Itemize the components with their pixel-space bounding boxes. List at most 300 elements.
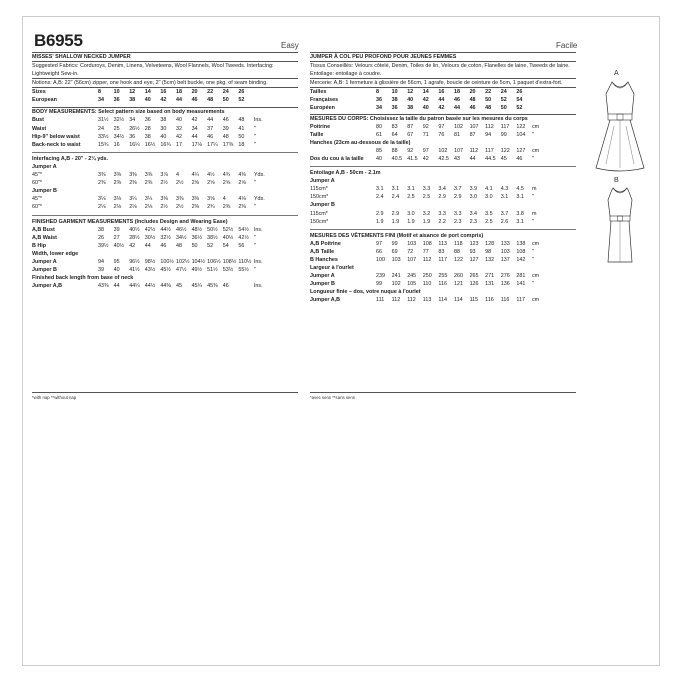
table-cell: 39 (222, 125, 229, 132)
table-cell: 107 (407, 256, 417, 263)
row-label: B Hanches (310, 256, 338, 263)
table-cell: 42.5 (438, 155, 449, 162)
table-cell: 2.9 (453, 194, 462, 201)
size-cell: 38 (129, 97, 136, 104)
table-cell: 44½ (160, 226, 171, 233)
table-cell: 3¼ (144, 196, 153, 203)
width-lower-edge-fr: Largeur à l'ourlet (310, 264, 354, 271)
table-cell: 17¼ (207, 141, 218, 148)
table-cell: 46½ (175, 226, 187, 233)
size-cell: 44 (175, 97, 182, 104)
table-cell: 117 (485, 147, 494, 154)
table-cell: 49½ (191, 266, 203, 273)
table-cell: 87 (407, 123, 414, 130)
table-cell: 107 (469, 123, 479, 130)
row-label: 150cm* (310, 194, 329, 201)
garment-title: MISSES' SHALLOW NECKED JUMPER (32, 54, 131, 60)
table-cell: 241 (391, 273, 401, 280)
suggested-fabrics: Suggested Fabrics: Corduroys, Denim, Linens, Velveteens, Wool Flannels, Wool Tweeds. Interfacing: Lightweight Sew-in. (32, 63, 274, 78)
width-table-fr (310, 272, 576, 288)
size-cell: 40 (407, 97, 414, 104)
table-cell: 3⅞ (160, 172, 168, 179)
unit-cell: cm (531, 273, 540, 280)
table-cell: 3.5 (485, 210, 493, 217)
body-measurements-title-fr: MESURES DU CORPS: Choisissez la taille du patron basée sur les mesures du corps (310, 115, 528, 122)
table-cell: 39 (113, 226, 120, 233)
sketch-label-a: A (614, 70, 619, 77)
table-cell: 4⅜ (238, 172, 246, 179)
table-cell: 3.1 (376, 186, 384, 193)
table-cell: 2⅛ (113, 204, 122, 211)
table-row (310, 296, 576, 304)
size-cell: 44 (438, 97, 445, 104)
row-label: B Hip (32, 242, 47, 249)
table-cell: 141 (516, 281, 526, 288)
table-cell: 250 (422, 273, 432, 280)
table-row (310, 218, 576, 226)
table-row (32, 195, 298, 203)
table-cell: 18 (238, 141, 245, 148)
table-cell: 95 (113, 258, 120, 265)
table-cell: 2.9 (438, 194, 446, 201)
table-cell: 265 (469, 273, 479, 280)
table-cell: 98½ (144, 258, 156, 265)
row-label: Back-neck to waist (32, 141, 81, 148)
table-cell: 44 (191, 133, 198, 140)
unit-cell: " (531, 281, 534, 288)
size-cell: 42 (438, 105, 445, 112)
table-cell: 100½ (160, 258, 174, 265)
table-cell: 93 (469, 248, 476, 255)
table-cell: 38 (144, 133, 151, 140)
table-cell: 48 (175, 242, 182, 249)
table-cell: 36 (144, 117, 151, 124)
hanches-table (310, 147, 576, 163)
table-cell: 16¾ (160, 141, 171, 148)
unit-cell: cm (531, 123, 540, 130)
table-cell: 2⅜ (191, 204, 200, 211)
table-row (32, 125, 298, 133)
table-cell: 128 (485, 240, 495, 247)
table-cell: 48 (238, 117, 245, 124)
table-cell: 100 (376, 256, 385, 263)
body-measurements-table-fr (310, 123, 576, 139)
size-cell: 52 (516, 105, 523, 112)
table-cell: 2.5 (422, 194, 431, 201)
table-row (32, 203, 298, 211)
row-label: Dos du cou à la taille (310, 155, 364, 162)
difficulty-fr: Facile (556, 41, 578, 50)
size-cell: 8 (376, 89, 379, 96)
table-cell: 2.5 (407, 194, 415, 201)
table-cell: 2½ (160, 180, 168, 187)
table-cell: 94 (98, 258, 104, 265)
unit-cell: m (531, 186, 537, 193)
unit-cell: " (253, 266, 256, 273)
table-cell: 3⅜ (191, 196, 200, 203)
table-cell: 106½ (207, 258, 221, 265)
jumper-a-heading-fr: Jumper A (310, 178, 335, 185)
table-cell: 38½ (207, 234, 218, 241)
size-cell: 26 (238, 89, 245, 96)
table-cell: 2.9 (376, 210, 384, 217)
table-cell: 44 (207, 117, 214, 124)
row-label: Poitrine (310, 123, 331, 130)
size-cell: 44 (453, 105, 460, 112)
size-cell: 48 (207, 97, 214, 104)
table-row (32, 116, 298, 124)
table-row (32, 171, 298, 179)
table-cell: 116 (500, 297, 510, 304)
table-cell: 108 (516, 248, 526, 255)
unit-cell (270, 282, 284, 290)
size-cell: 24 (222, 89, 229, 96)
jumper-b-yardage-fr (310, 210, 576, 226)
table-cell: 2⅜ (129, 180, 137, 187)
table-cell: 50 (191, 242, 198, 249)
row-label: A,B Bust (32, 226, 55, 233)
size-cell: 46 (453, 97, 460, 104)
table-cell: 44.5 (485, 155, 496, 162)
table-cell: 41.5 (407, 155, 418, 162)
table-cell: 136 (500, 281, 510, 288)
table-cell: 69 (391, 248, 398, 255)
table-cell: 61 (376, 131, 382, 138)
table-cell: 39½ (98, 242, 109, 249)
row-label: 115cm* (310, 186, 328, 193)
size-cell: 52 (500, 97, 507, 104)
size-cell: 50 (485, 97, 492, 104)
table-cell: 52½ (222, 226, 234, 233)
unit-cell: m (531, 210, 537, 217)
table-cell: 42 (422, 155, 429, 162)
table-cell: 3.4 (469, 210, 478, 217)
table-cell: 114 (453, 297, 463, 304)
size-cell: 18 (453, 89, 460, 96)
row-label: 60"* (32, 204, 43, 211)
table-cell: 3⅜ (160, 196, 168, 203)
table-row (310, 185, 576, 193)
size-cell: 38 (391, 97, 398, 104)
table-cell: Ins. (253, 283, 263, 290)
size-cell: 14 (144, 89, 151, 96)
table-cell: 46 (207, 133, 214, 140)
table-cell: 92 (422, 123, 429, 130)
table-cell: 2⅜ (222, 204, 231, 211)
table-cell: 52 (207, 242, 214, 249)
table-cell: 1.9 (376, 218, 384, 225)
jumper-a-heading: Jumper A (32, 163, 57, 170)
table-cell: 42 (175, 133, 182, 140)
unit-cell: cm (531, 240, 540, 247)
table-cell: 41½ (129, 266, 140, 273)
size-cell: 26 (516, 89, 523, 96)
table-row (32, 226, 298, 234)
table-cell: 102 (391, 281, 401, 288)
back-length-heading-fr: Longueur finie – dos, votre nuque à l'ourlet (310, 289, 421, 296)
table-cell: 34½ (175, 234, 187, 241)
table-cell: 116 (485, 297, 494, 304)
table-cell: 42½ (144, 226, 156, 233)
table-cell: 46 (222, 117, 229, 124)
table-cell: 99 (500, 131, 507, 138)
table-cell: 30½ (144, 234, 156, 241)
table-cell: 98 (485, 248, 492, 255)
size-cell: 12 (407, 89, 414, 96)
table-cell: 16½ (144, 141, 156, 148)
back-length-table (32, 282, 298, 290)
table-cell: 2½ (175, 204, 184, 211)
unit-cell: " (531, 131, 534, 138)
sizes-row: Sizes 8 10 12 14 16 18 20 22 24 26 (32, 88, 298, 96)
table-cell: 3.3 (438, 210, 446, 217)
table-cell: 2.3 (469, 218, 478, 225)
table-cell: 3.1 (516, 218, 524, 225)
table-cell: 2⅛ (129, 204, 137, 211)
unit-cell: cm (531, 147, 540, 154)
table-cell: 103 (391, 256, 401, 263)
table-row (32, 242, 298, 250)
table-cell: 255 (438, 273, 448, 280)
european-row: European 34 36 38 40 42 44 46 48 50 52 (32, 96, 298, 104)
table-cell: 83 (438, 248, 445, 255)
table-cell: 26½ (129, 125, 140, 132)
table-cell: 16 (113, 141, 120, 148)
table-cell: 44 (113, 283, 120, 290)
table-cell: 36 (129, 133, 136, 140)
table-cell: 97 (376, 240, 382, 247)
table-cell: 245 (407, 273, 417, 280)
table-cell: 2⅝ (191, 180, 200, 187)
unit-cell: " (253, 204, 256, 211)
table-cell: 36½ (191, 234, 203, 241)
table-cell: 17⅜ (222, 141, 234, 148)
table-row (310, 210, 576, 218)
size-cell: 46 (191, 97, 198, 104)
size-cell: 22 (207, 89, 214, 96)
table-row (310, 155, 576, 163)
unit-cell: " (253, 133, 256, 140)
table-cell: 3.8 (516, 210, 524, 217)
table-cell: 87 (469, 131, 476, 138)
pattern-number: B6955 (34, 31, 83, 50)
table-cell: 16¼ (129, 141, 140, 148)
table-cell: 39 (98, 266, 104, 273)
table-row (32, 282, 298, 290)
table-cell: 260 (453, 273, 463, 280)
size-cell: 40 (144, 97, 151, 104)
row-label: Taille (310, 131, 324, 138)
row-label: 115cm* (310, 210, 328, 217)
unit-cell: " (531, 218, 534, 225)
table-cell: 1.9 (422, 218, 431, 225)
table-cell: 115 (469, 297, 479, 304)
table-cell: 40 (113, 266, 120, 273)
table-cell: 97 (422, 147, 429, 154)
size-cell: 50 (500, 105, 507, 112)
row-label: Jumper A (32, 258, 57, 265)
row-label: 45"* (32, 196, 43, 203)
table-cell: 45⅜ (207, 283, 218, 290)
table-cell: 137 (500, 256, 510, 263)
table-cell: 103 (500, 248, 510, 255)
table-row (32, 133, 298, 141)
table-cell: 28½ (129, 234, 140, 241)
table-row (32, 266, 298, 274)
table-cell: 271 (485, 273, 495, 280)
table-cell: 38 (160, 117, 167, 124)
table-cell: 2¾ (207, 204, 215, 211)
size-cell: 24 (500, 89, 507, 96)
table-cell: 3.2 (422, 210, 431, 217)
table-cell: 114 (438, 297, 447, 304)
size-cell: 42 (160, 97, 167, 104)
table-row (310, 240, 576, 248)
table-cell: 45 (175, 283, 182, 290)
size-cell: 20 (191, 89, 198, 96)
table-cell: 118 (453, 240, 463, 247)
table-cell: 3.0 (407, 210, 415, 217)
table-cell: 54½ (238, 226, 249, 233)
table-cell: 17⅛ (191, 141, 203, 148)
table-cell: 3⅜ (113, 172, 122, 179)
table-cell: 3.1 (391, 186, 400, 193)
unit-cell: Yds. (253, 196, 265, 203)
garment-title-fr: JUMPER À COL PEU PROFOND POUR JEUNES FEMMES (310, 54, 457, 60)
table-cell: 43 (453, 155, 460, 162)
table-cell: 38 (98, 226, 104, 233)
row-label: Jumper A (310, 273, 335, 280)
table-cell: 80 (376, 123, 382, 130)
table-cell: 55½ (238, 266, 249, 273)
table-cell: 34½ (113, 133, 125, 140)
table-cell: 45 (500, 155, 507, 162)
unit-cell: " (531, 155, 534, 162)
table-cell: 4 (222, 196, 226, 203)
back-length-heading: Finished back length from base of neck (32, 275, 134, 282)
table-row (310, 256, 576, 264)
body-measurements-title: BODY MEASUREMENTS: Select pattern size based on body measurements (32, 109, 225, 116)
size-cell: 36 (376, 97, 382, 104)
french-column (310, 52, 576, 304)
table-cell: 53½ (222, 266, 234, 273)
table-cell: 102 (438, 147, 448, 154)
table-cell: 3.1 (407, 186, 415, 193)
table-cell: 281 (516, 273, 526, 280)
table-cell: 2.2 (438, 218, 446, 225)
size-cell: 40 (422, 105, 429, 112)
suggested-fabrics-fr: Tissus Conseillés: Velours côtelé, Denim, Toiles de lin, Velours de coton, Flanelles de laine, Tweeds de laine. Entoilage: entoilage à coudre. (310, 63, 570, 78)
table-cell: 4¼ (191, 172, 200, 179)
table-cell: 2.3 (453, 218, 462, 225)
table-cell: 64 (391, 131, 398, 138)
table-cell: 122 (500, 147, 510, 154)
footnote-fr: *avec sens **sans sens (310, 395, 355, 400)
table-cell: 112 (407, 297, 416, 304)
table-cell: 3.1 (500, 194, 509, 201)
table-cell: 41 (238, 125, 245, 132)
table-cell: 34 (129, 117, 136, 124)
table-cell: 33½ (98, 133, 109, 140)
unit-cell: Ins. (253, 258, 263, 265)
row-label: 45"* (32, 172, 43, 179)
table-cell: 40 (175, 117, 182, 124)
table-cell: 43⅜ (98, 283, 109, 290)
table-cell: 2½ (175, 180, 184, 187)
table-cell: 88 (391, 147, 398, 154)
table-cell: 2⅝ (207, 180, 215, 187)
sketch-label-b: B (614, 177, 619, 184)
table-cell: 96½ (129, 258, 140, 265)
table-cell: 42 (191, 117, 198, 124)
size-cell: 34 (98, 97, 104, 104)
table-cell: 28 (144, 125, 151, 132)
table-cell: 94 (485, 131, 492, 138)
jumper-a-yardage-fr (310, 185, 576, 201)
table-cell: 117 (500, 123, 510, 130)
table-cell: 2⅜ (113, 180, 122, 187)
table-cell: 32 (175, 125, 182, 132)
table-cell: 132 (485, 256, 495, 263)
table-cell: 71 (422, 131, 429, 138)
table-cell: 83 (391, 123, 398, 130)
size-cell: 12 (129, 89, 136, 96)
table-cell: 3.0 (485, 194, 493, 201)
interfacing: Interfacing A,B - 20" - 2¼ yds. (32, 155, 109, 162)
table-cell: 2⅝ (238, 180, 246, 187)
difficulty-en: Easy (281, 41, 299, 50)
table-row (310, 272, 576, 280)
table-cell: 3⅜ (175, 196, 184, 203)
table-cell: 2.5 (485, 218, 493, 225)
table-cell: 88 (453, 248, 460, 255)
row-label: A,B Waist (32, 234, 57, 241)
table-cell: 32½ (113, 117, 125, 124)
table-cell: 42 (129, 242, 136, 249)
table-cell: 66 (376, 248, 382, 255)
table-cell (238, 282, 254, 290)
table-cell: 3⅛ (113, 196, 122, 203)
table-cell: 117 (516, 297, 525, 304)
size-cell: 22 (485, 89, 492, 96)
sizes-row-fr: Tailles 8 10 12 14 16 18 20 22 24 26 (310, 88, 576, 96)
table-cell: 131 (485, 281, 495, 288)
table-cell: 40.5 (391, 155, 403, 162)
row-label: Hip-9" below waist (32, 133, 80, 140)
table-cell: 3.0 (469, 194, 478, 201)
table-cell: 127 (516, 147, 526, 154)
table-cell: 48½ (191, 226, 203, 233)
table-cell: 24 (98, 125, 104, 132)
table-cell: 51½ (207, 266, 218, 273)
table-cell: 15¾ (98, 141, 109, 148)
table-row (32, 258, 298, 266)
footnote-en: *with nap **without nap (32, 395, 77, 400)
unit-cell: " (253, 234, 256, 241)
unit-cell: " (253, 141, 256, 148)
table-cell: 30 (160, 125, 167, 132)
table-cell: 85 (376, 147, 382, 154)
table-row (310, 147, 576, 155)
unit-cell: " (253, 125, 256, 132)
table-cell: 104½ (191, 258, 206, 265)
unit-cell: Ins. (253, 117, 263, 124)
jumper-a-sketch (590, 80, 650, 175)
table-cell: 40½ (113, 242, 125, 249)
table-cell: 37 (207, 125, 214, 132)
table-cell: 133 (500, 240, 510, 247)
size-cell: 54 (516, 97, 523, 104)
